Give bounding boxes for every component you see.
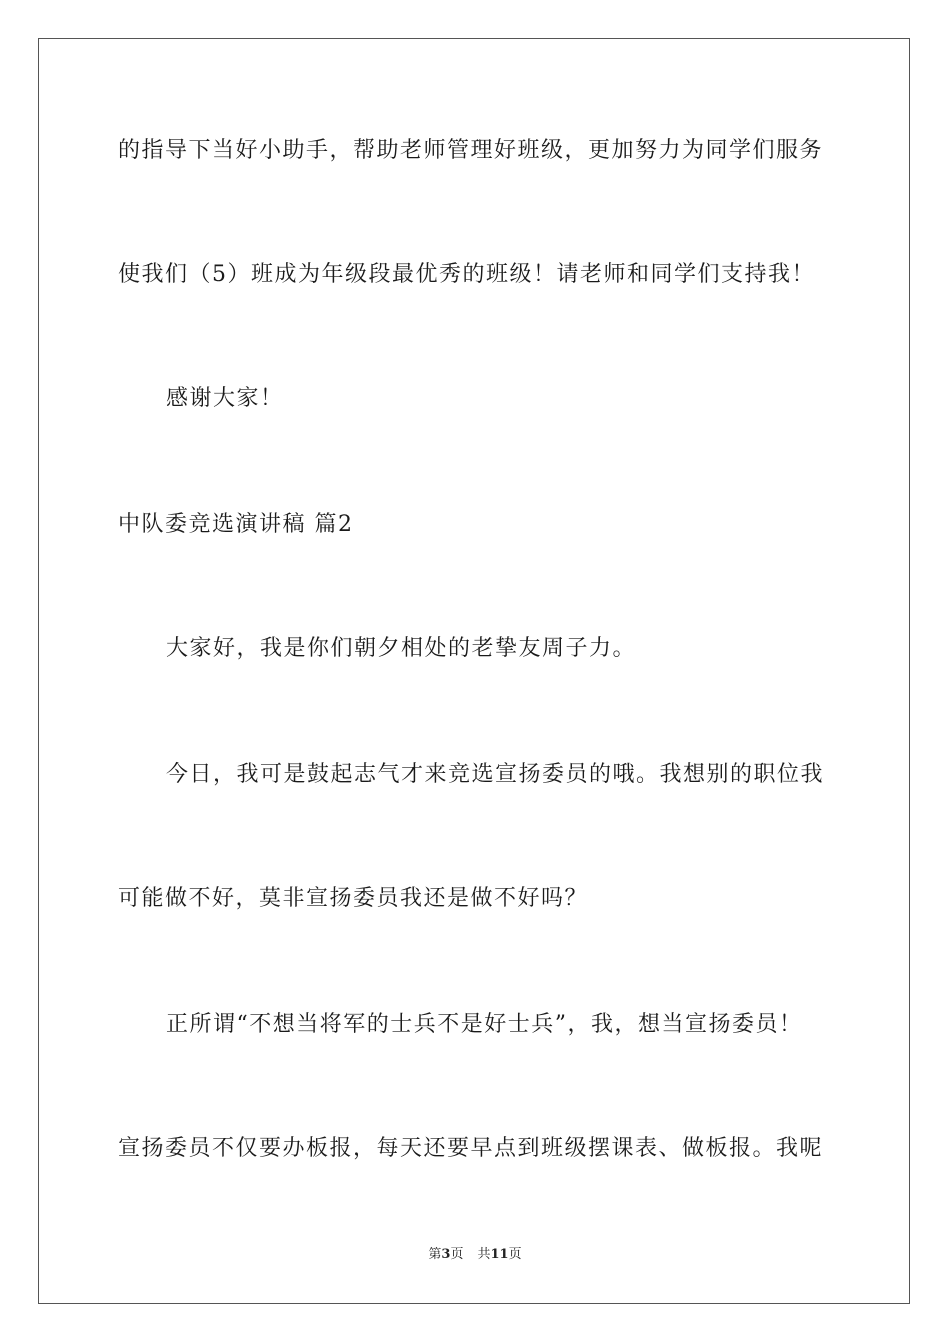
- total-prefix: 共: [477, 1247, 491, 1262]
- section-heading: 中队委竞选演讲稿 篇2: [118, 512, 354, 537]
- page-footer: [0, 1246, 950, 1264]
- page-border: [38, 38, 910, 1304]
- paragraph-line: 可能做不好，莫非宣扬委员我还是做不好吗？: [118, 886, 589, 911]
- paragraph-line: 大家好，我是你们朝夕相处的老挚友周子力。: [166, 636, 637, 661]
- paragraph-line: 感谢大家！: [166, 386, 284, 411]
- total-suffix: 页: [508, 1247, 522, 1262]
- page-prefix: 第: [428, 1247, 442, 1262]
- page-current: 3: [441, 1247, 451, 1262]
- paragraph-line: 使我们（5）班成为年级段最优秀的班级！请老师和同学们支持我！: [118, 262, 815, 287]
- paragraph-line: 今日，我可是鼓起志气才来竞选宣扬委员的哦。我想别的职位我: [166, 762, 825, 787]
- paragraph-line: 正所谓“不想当将军的士兵不是好士兵”，我，想当宣扬委员！: [166, 1012, 803, 1037]
- page-total: 11: [490, 1247, 509, 1262]
- page-suffix: 页: [450, 1247, 464, 1262]
- paragraph-line: 宣扬委员不仅要办板报，每天还要早点到班级摆课表、做板报。我呢: [118, 1136, 824, 1161]
- paragraph-line: 的指导下当好小助手，帮助老师管理好班级，更加努力为同学们服务: [118, 138, 824, 163]
